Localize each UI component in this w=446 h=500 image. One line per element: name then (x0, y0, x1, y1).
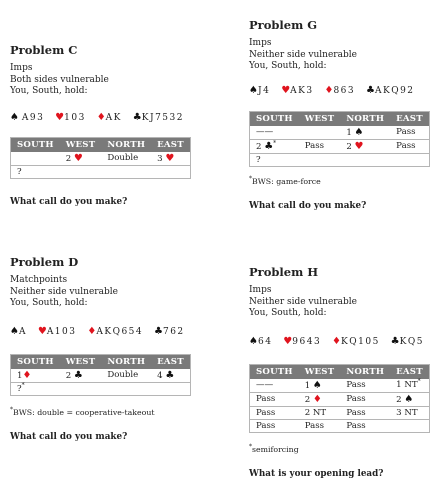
call: 1 ♠ (299, 379, 341, 393)
hearts-holding: 103 (64, 112, 86, 123)
header-south: SOUTH (250, 111, 299, 126)
call: Pass (390, 139, 429, 153)
call: 1 NT* (390, 379, 429, 393)
auction-table (249, 364, 430, 433)
call: 2 ♥ (340, 139, 390, 153)
call: 2 ♥ (60, 152, 102, 166)
prompt: You, South, hold: (10, 86, 88, 96)
call: ?* (17, 381, 25, 394)
club-icon: ♣ (264, 140, 274, 152)
note-marker: * (273, 139, 277, 147)
question: What call do you make? (10, 196, 128, 207)
club-icon: ♣ (165, 369, 175, 381)
call: 1 ♠ (340, 126, 390, 140)
call: Pass (390, 126, 429, 140)
call: Pass (250, 406, 299, 419)
call: 2 ♣* (250, 139, 299, 153)
call (60, 382, 102, 395)
auction-row (250, 392, 430, 406)
auction-row (250, 139, 430, 153)
call: —— (250, 379, 299, 393)
hearts-holding: AK3 (290, 85, 314, 96)
spade-icon: ♠ (354, 126, 364, 138)
call: 2 NT (299, 406, 341, 419)
call: Pass (340, 379, 390, 393)
spade-icon: ♠ (312, 379, 322, 391)
clubs-holding: 762 (162, 326, 185, 337)
problem-g (249, 18, 444, 211)
scoring: Matchpoints (10, 275, 68, 285)
header-west: WEST (299, 364, 341, 379)
auction-row (11, 152, 191, 166)
club-icon: ♣ (366, 84, 375, 96)
call (299, 126, 341, 140)
call (390, 153, 429, 166)
auction-row (11, 369, 191, 383)
call: Double (101, 152, 151, 166)
auction-row (250, 419, 430, 432)
header-west: WEST (299, 111, 341, 126)
diamonds-holding: AK (105, 112, 122, 123)
call: Pass (299, 139, 341, 153)
clubs-holding: KJ7532 (141, 112, 184, 123)
header-north: NORTH (101, 137, 151, 152)
header-east: EAST (151, 354, 190, 369)
diamond-icon: ♦ (96, 111, 106, 123)
diamonds-holding: KQ105 (341, 336, 380, 347)
hand (249, 85, 444, 97)
auction-header (11, 354, 191, 369)
call: Pass (340, 392, 390, 406)
hand (249, 336, 444, 348)
spade-icon: ♠ (10, 111, 19, 123)
clubs-holding: AKQ92 (374, 85, 415, 96)
auction-table (10, 354, 191, 396)
clubs-holding: KQ5 (399, 336, 424, 347)
club-icon: ♣ (132, 111, 142, 123)
problem-title: Problem C (10, 43, 78, 57)
call (101, 165, 151, 178)
call (60, 165, 102, 178)
spades-holding: A (18, 326, 27, 337)
prompt: You, South, hold: (10, 298, 88, 308)
call: —— (250, 126, 299, 140)
call: Pass (340, 406, 390, 419)
call (151, 165, 190, 178)
diamond-icon: ♦ (324, 84, 334, 96)
diamond-icon: ♦ (332, 335, 342, 347)
auction-row (11, 382, 191, 395)
call (299, 153, 341, 166)
question: What call do you make? (10, 431, 128, 442)
vulnerability: Neither side vulnerable (249, 296, 357, 307)
header-south: SOUTH (11, 354, 60, 369)
diamonds-holding: 863 (333, 85, 356, 96)
call: Double (101, 369, 151, 383)
vulnerability: Neither side vulnerable (249, 49, 357, 60)
problem-h (249, 265, 444, 479)
problem-title: Problem G (249, 18, 318, 32)
problem-title: Problem D (10, 255, 79, 269)
header-west: WEST (60, 137, 102, 152)
auction-row (250, 406, 430, 419)
header-east: EAST (390, 364, 429, 379)
question: What call do you make? (249, 200, 367, 211)
call: 3 NT (390, 406, 429, 419)
note-marker: * (21, 381, 25, 389)
heart-icon: ♥ (354, 140, 364, 152)
scoring: Imps (249, 38, 272, 48)
heart-icon: ♥ (281, 84, 291, 96)
call: 4 ♣ (151, 369, 190, 383)
call: 2 ♣ (60, 369, 102, 383)
call: 2 ♦ (299, 392, 341, 406)
call: Pass (250, 392, 299, 406)
question: What is your opening lead? (249, 468, 384, 479)
diamond-icon: ♦ (312, 393, 322, 405)
header-north: NORTH (340, 364, 390, 379)
spades-holding: A93 (21, 112, 45, 123)
hand (10, 326, 220, 338)
diamonds-holding: AKQ654 (96, 326, 144, 337)
header-east: EAST (390, 111, 429, 126)
call (340, 153, 390, 166)
prompt: You, South, hold: (249, 308, 327, 318)
problem-c (10, 43, 220, 207)
header-south: SOUTH (250, 364, 299, 379)
scoring: Imps (249, 285, 272, 295)
call (11, 152, 60, 166)
problem-title: Problem H (249, 265, 319, 279)
spade-icon: ♠ (249, 84, 258, 96)
call (390, 419, 429, 432)
auction-header (250, 111, 430, 126)
hearts-holding: A103 (46, 326, 77, 337)
call: 2 ♠ (390, 392, 429, 406)
call: Pass (304, 420, 325, 431)
hand (10, 112, 220, 124)
club-icon: ♣ (73, 369, 83, 381)
club-icon: ♣ (390, 335, 400, 347)
header-north: NORTH (101, 354, 151, 369)
note-marker: * (417, 378, 421, 386)
header-west: WEST (60, 354, 102, 369)
hearts-holding: 9643 (292, 336, 322, 347)
club-icon: ♣ (154, 325, 163, 337)
heart-icon: ♥ (37, 325, 47, 337)
vulnerability: Both sides vulnerable (10, 74, 109, 85)
prompt: You, South, hold: (249, 61, 327, 71)
header-east: EAST (151, 137, 190, 152)
spades-holding: J4 (257, 85, 271, 96)
call (151, 382, 190, 395)
header-north: NORTH (340, 111, 390, 126)
spade-icon: ♠ (10, 325, 19, 337)
auction-row (11, 165, 191, 178)
heart-icon: ♥ (73, 152, 83, 164)
call: ? (256, 154, 261, 165)
heart-icon: ♥ (55, 111, 65, 123)
footnote: *BWS: game-force (249, 174, 321, 186)
footnote: *semiforcing (249, 442, 299, 454)
footnote: *BWS: double = cooperative-takeout (10, 405, 155, 417)
call: 1♦ (11, 369, 60, 383)
vulnerability: Neither side vulnerable (10, 286, 118, 297)
header-south: SOUTH (11, 137, 60, 152)
diamond-icon: ♦ (22, 369, 32, 381)
auction-row (250, 379, 430, 393)
auction-row (250, 126, 430, 140)
spade-icon: ♠ (249, 335, 258, 347)
call (101, 382, 151, 395)
auction-table (10, 137, 191, 179)
call: Pass (346, 420, 366, 431)
auction-header (11, 137, 191, 152)
problem-d (10, 255, 220, 442)
heart-icon: ♥ (283, 335, 293, 347)
call: 3 ♥ (151, 152, 190, 166)
diamond-icon: ♦ (87, 325, 97, 337)
call: ? (17, 166, 22, 177)
spades-holding: 64 (257, 336, 273, 347)
spade-icon: ♠ (404, 393, 414, 405)
auction-row (250, 153, 430, 166)
auction-table (249, 111, 430, 167)
call: Pass (256, 420, 276, 431)
auction-header (250, 364, 430, 379)
heart-icon: ♥ (165, 152, 175, 164)
scoring: Imps (10, 63, 33, 73)
